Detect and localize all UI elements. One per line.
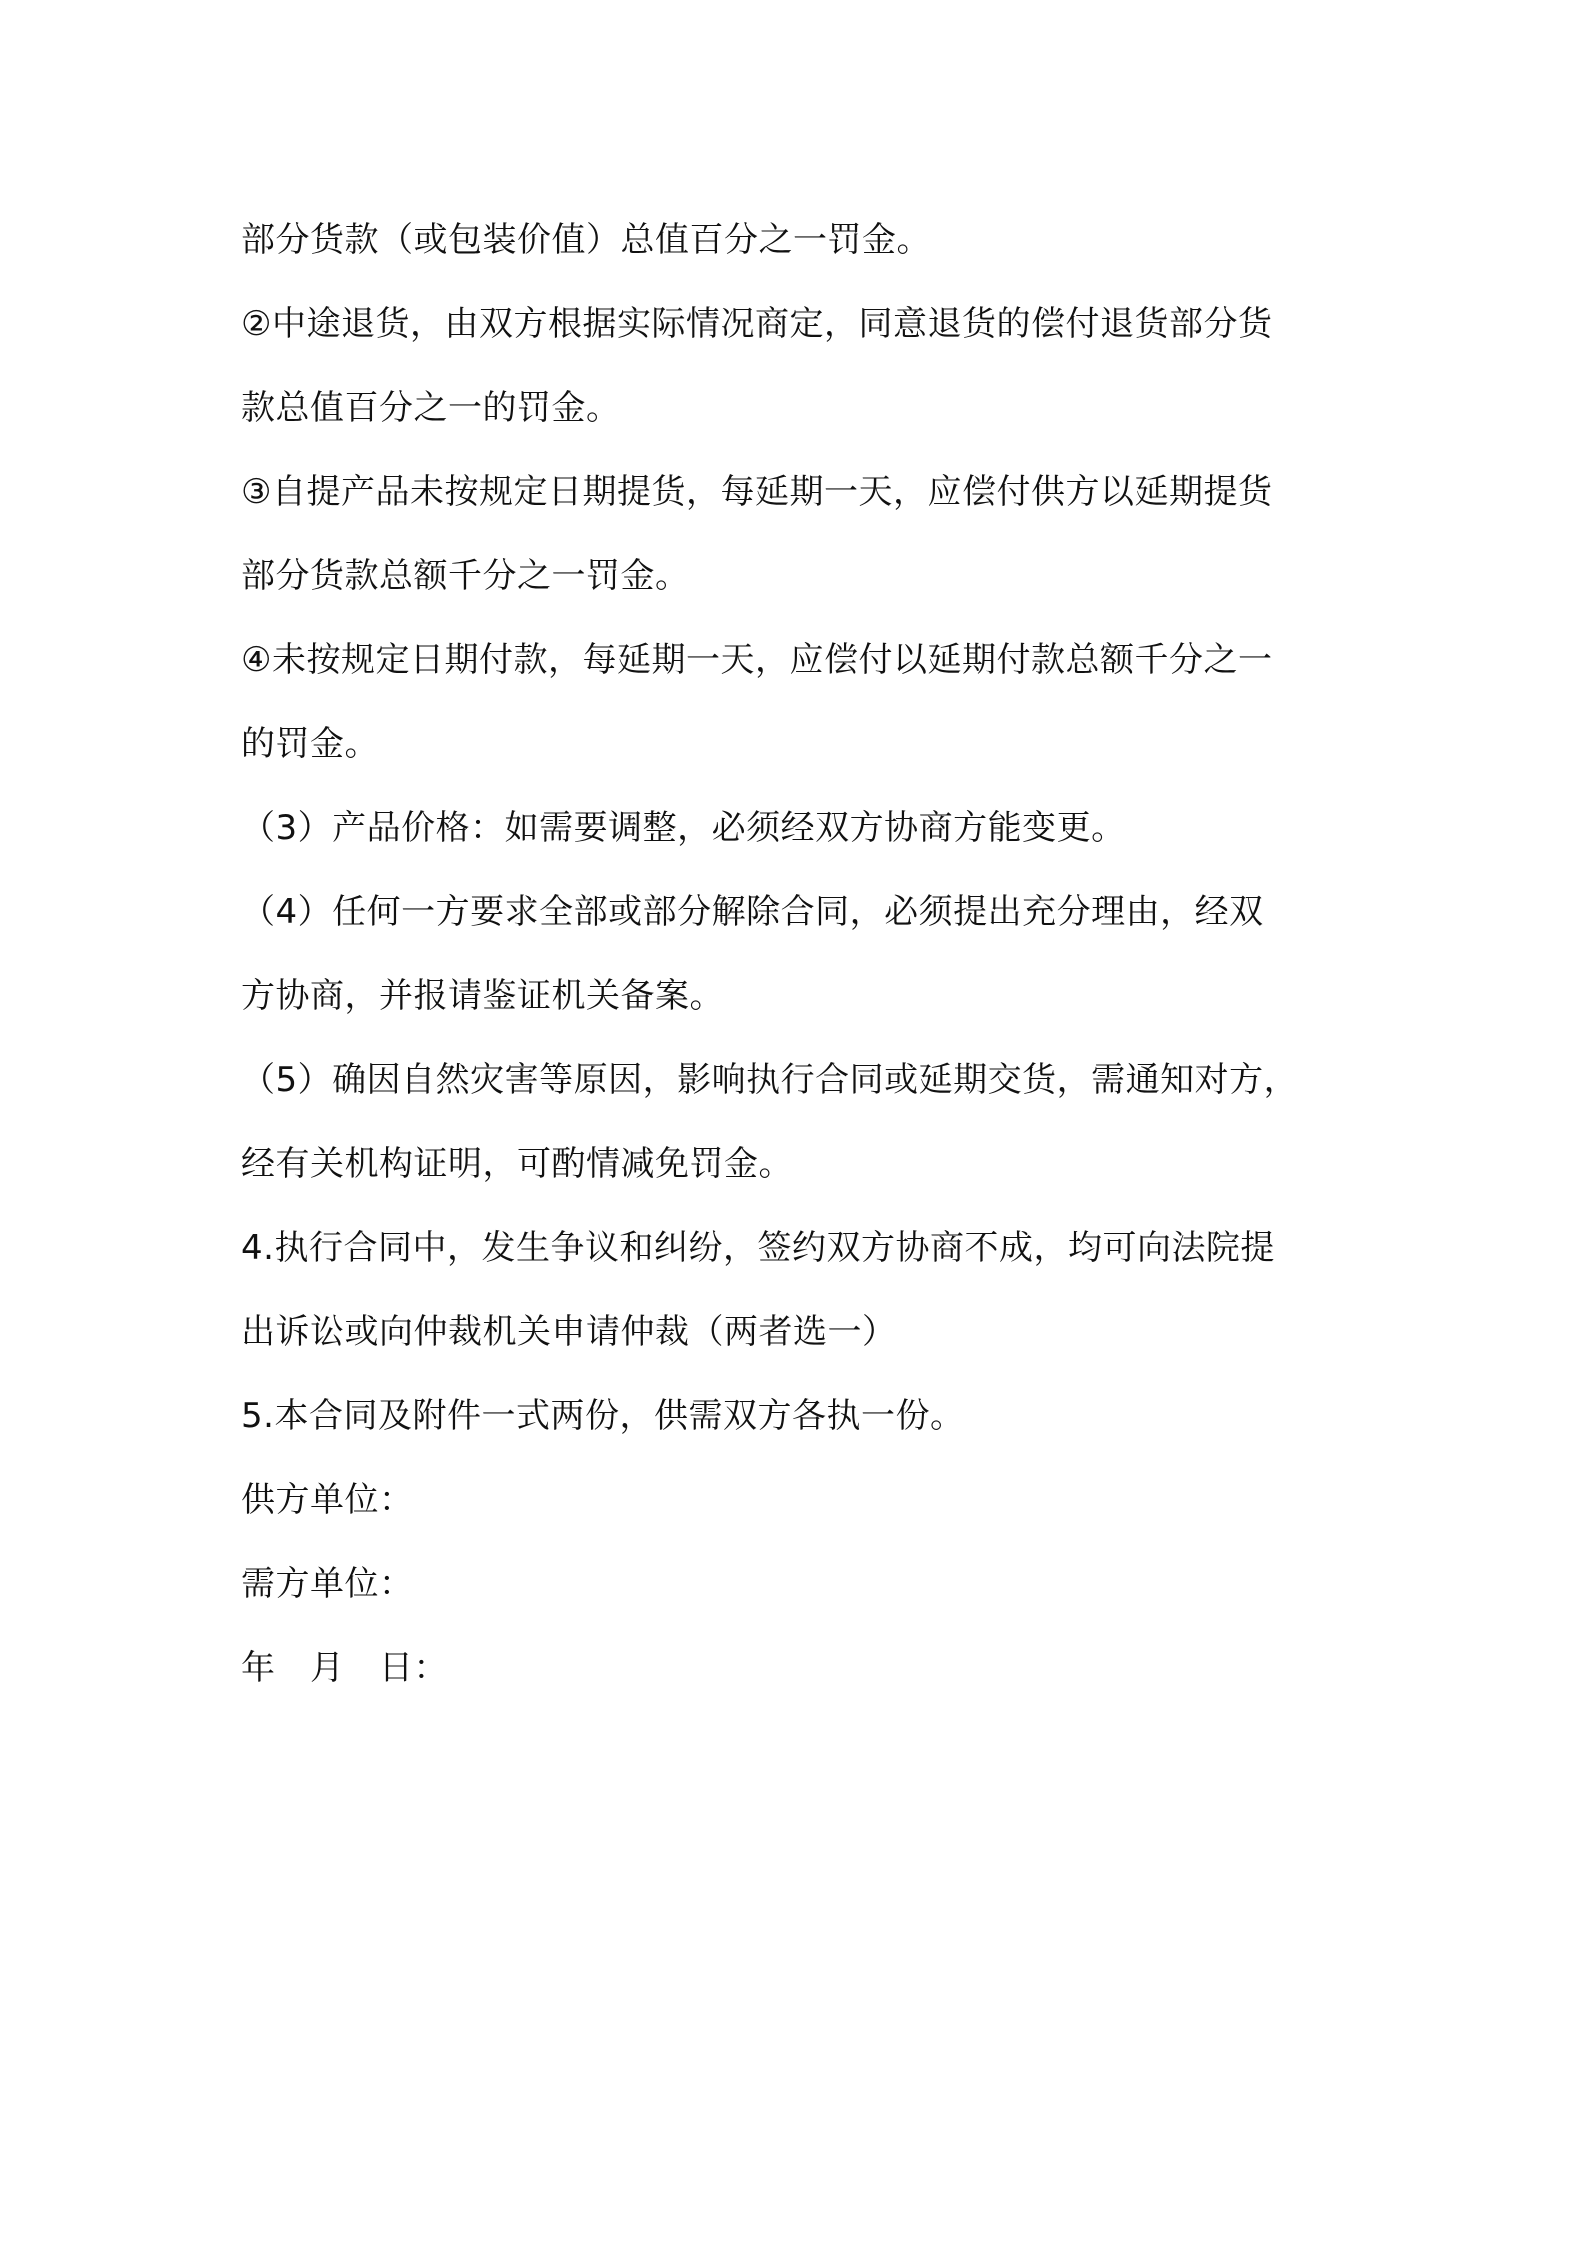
text-line: 出诉讼或向仲裁机关申请仲裁（两者选一） [241,1312,897,1352]
text-line: 5.本合同及附件一式两份，供需双方各执一份。 [241,1396,965,1436]
date-line: 年 月 日： [241,1648,448,1688]
buyer-signature-line: 需方单位： [241,1564,414,1604]
text-line: ④未按规定日期付款，每延期一天，应偿付以延期付款总额千分之一 [241,640,1273,680]
document-body [241,198,1391,1710]
text-line: 部分货款（或包装价值）总值百分之一罚金。 [241,220,931,260]
text-line: 经有关机构证明，可酌情减免罚金。 [241,1144,793,1184]
text-line: （4）任何一方要求全部或部分解除合同，必须提出充分理由，经双 [241,892,1264,932]
supplier-signature-line: 供方单位： [241,1480,414,1520]
text-line: （5）确因自然灾害等原因，影响执行合同或延期交货，需通知对方， [241,1060,1299,1100]
text-line: 的罚金。 [241,724,379,764]
text-line: 部分货款总额千分之一罚金。 [241,556,690,596]
text-line: ③自提产品未按规定日期提货，每延期一天，应偿付供方以延期提货 [241,472,1273,512]
text-line: 方协商，并报请鉴证机关备案。 [241,976,724,1016]
text-line: 4.执行合同中，发生争议和纠纷，签约双方协商不成，均可向法院提 [241,1228,1275,1268]
text-line: （3）产品价格：如需要调整，必须经双方协商方能变更。 [241,808,1126,848]
text-line: 款总值百分之一的罚金。 [241,388,621,428]
text-line: ②中途退货，由双方根据实际情况商定，同意退货的偿付退货部分货 [241,304,1273,344]
